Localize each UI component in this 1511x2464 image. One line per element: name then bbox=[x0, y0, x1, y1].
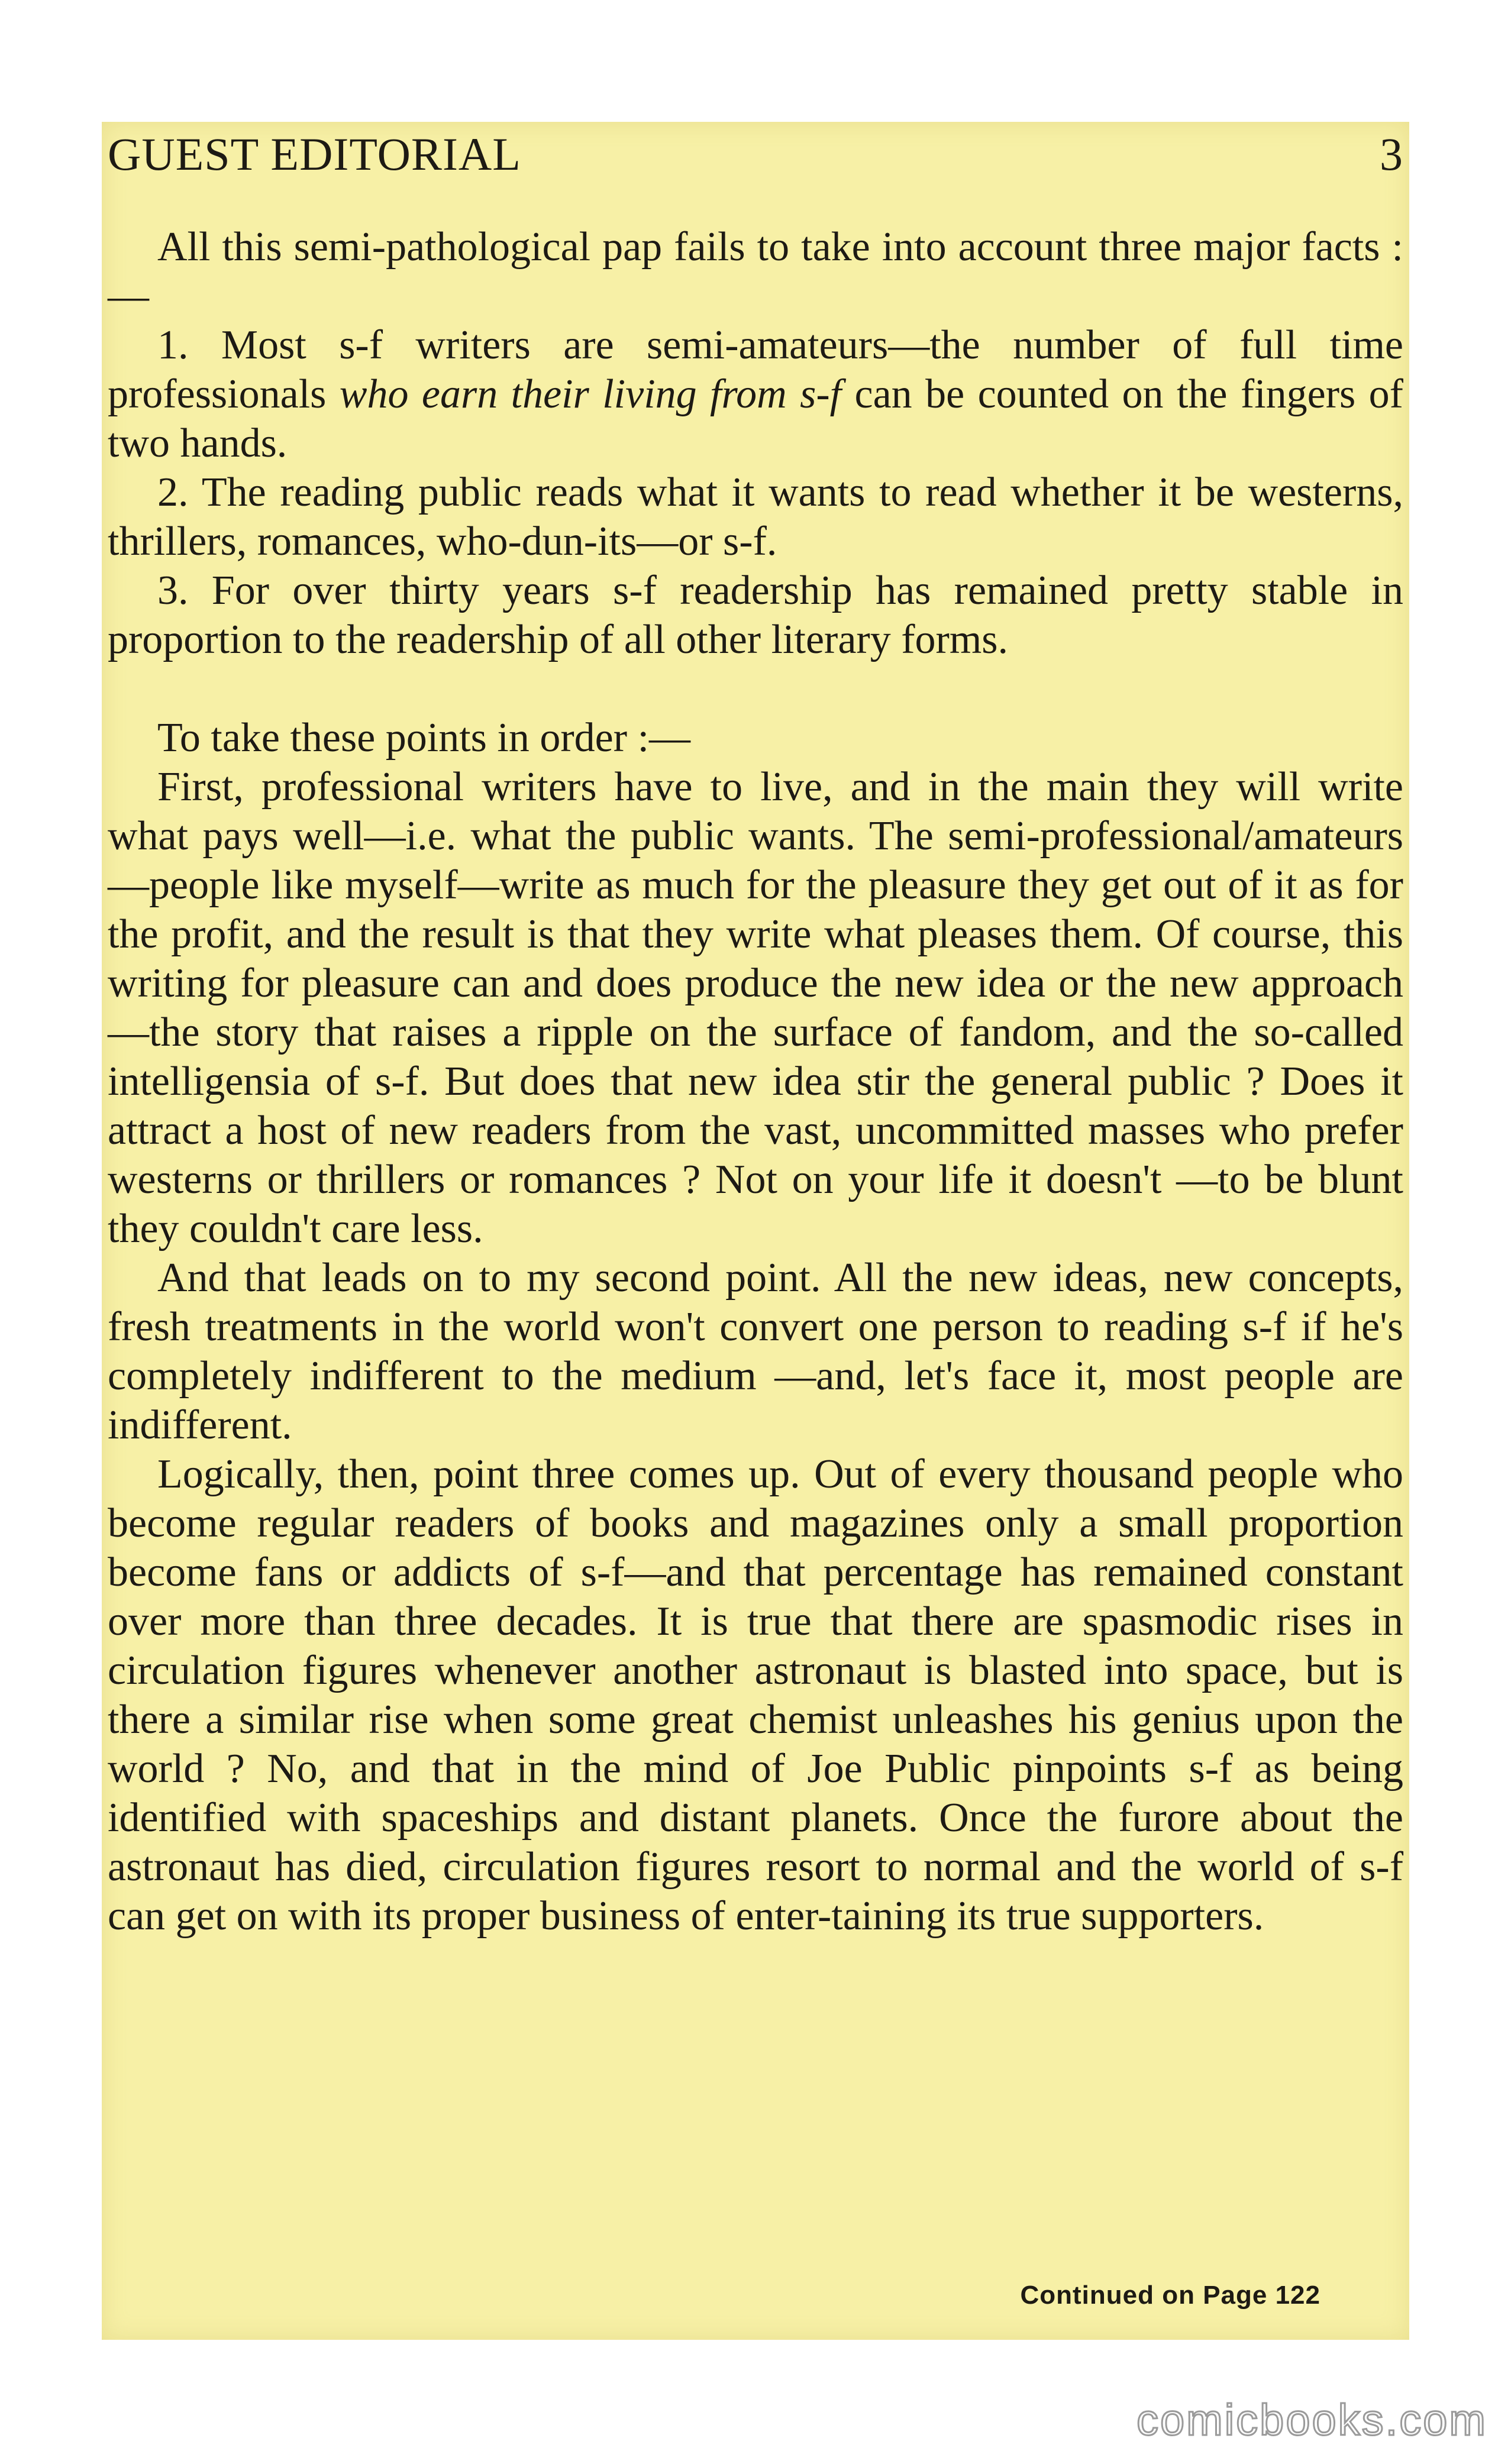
editorial-body bbox=[108, 222, 1403, 1941]
second-point-paragraph: And that leads on to my second point. All the new ideas, new concepts, fresh treatments in the world won't convert one person to reading s-f if he's completely indifferent to the medium —and, let's face it, most people are indifferent. bbox=[108, 1255, 1403, 1448]
fact-1-text-end: can be counted on the fingers of two hands. bbox=[108, 371, 1403, 466]
fact-3-paragraph: 3. For over thirty years s-f readership has remained pretty stable in proportion to the readership of all other literary forms. bbox=[108, 568, 1403, 662]
points-paragraph: To take these points in order :— bbox=[157, 715, 691, 761]
magazine-page bbox=[102, 122, 1409, 2340]
fact-1-paragraph bbox=[108, 321, 1403, 468]
page-header bbox=[108, 122, 1403, 187]
site-watermark: comicbooks.com bbox=[1136, 2395, 1487, 2444]
first-point-paragraph: First, professional writers have to live, and in the main they will write what pays well—i.e. what the public wants. The semi-professional/amateurs—people like myself—write as much for the pleasure they get out of it as for the profit, and the result is that they write what pleases them. Of course, this writing for pleasure can and does produce the new idea or the new approach—the story that raises a ripple on the surface of fandom, and the so-called intelligensia of s-f. But does that new idea stir the general public ? Does it attract a host of new readers from the vast, uncommitted masses who prefer westerns or thrillers or romances ? Not on your life it doesn't —to be blunt they couldn't care less. bbox=[108, 764, 1403, 1252]
continued-note: Continued on Page 122 bbox=[1020, 2281, 1320, 2310]
paragraph-spacer bbox=[108, 664, 1403, 713]
section-title: GUEST EDITORIAL bbox=[108, 128, 521, 180]
third-point-paragraph: Logically, then, point three comes up. Out of every thousand people who become regular readers of books and magazines only a small proportion become fans or addicts of s-f—and that percentage has remained constant over more than three decades. It is true that there are spasmodic rises in circulation figures whenever another astronaut is blasted into space, but is there a similar rise when some great chemist unleashes his genius upon the world ? No, and that in the mind of Joe Public pinpoints s-f as being identified with spaceships and distant planets. Once the furore about the astronaut has died, circulation figures resort to normal and the world of s-f can get on with its proper business of enter-taining its true supporters. bbox=[108, 1451, 1403, 1939]
fact-1-text: 1. Most s-f writers are semi-amateurs—the number of full time professionals bbox=[108, 322, 1403, 417]
page-number: 3 bbox=[1380, 128, 1403, 180]
fact-2-paragraph: 2. The reading public reads what it wants to read whether it be westerns, thrillers, romances, who-dun-its—or s-f. bbox=[108, 470, 1403, 564]
fact-1-italic: who earn their living from s-f bbox=[339, 371, 842, 417]
intro-paragraph: All this semi-pathological pap fails to take into account three major facts :— bbox=[108, 224, 1403, 319]
